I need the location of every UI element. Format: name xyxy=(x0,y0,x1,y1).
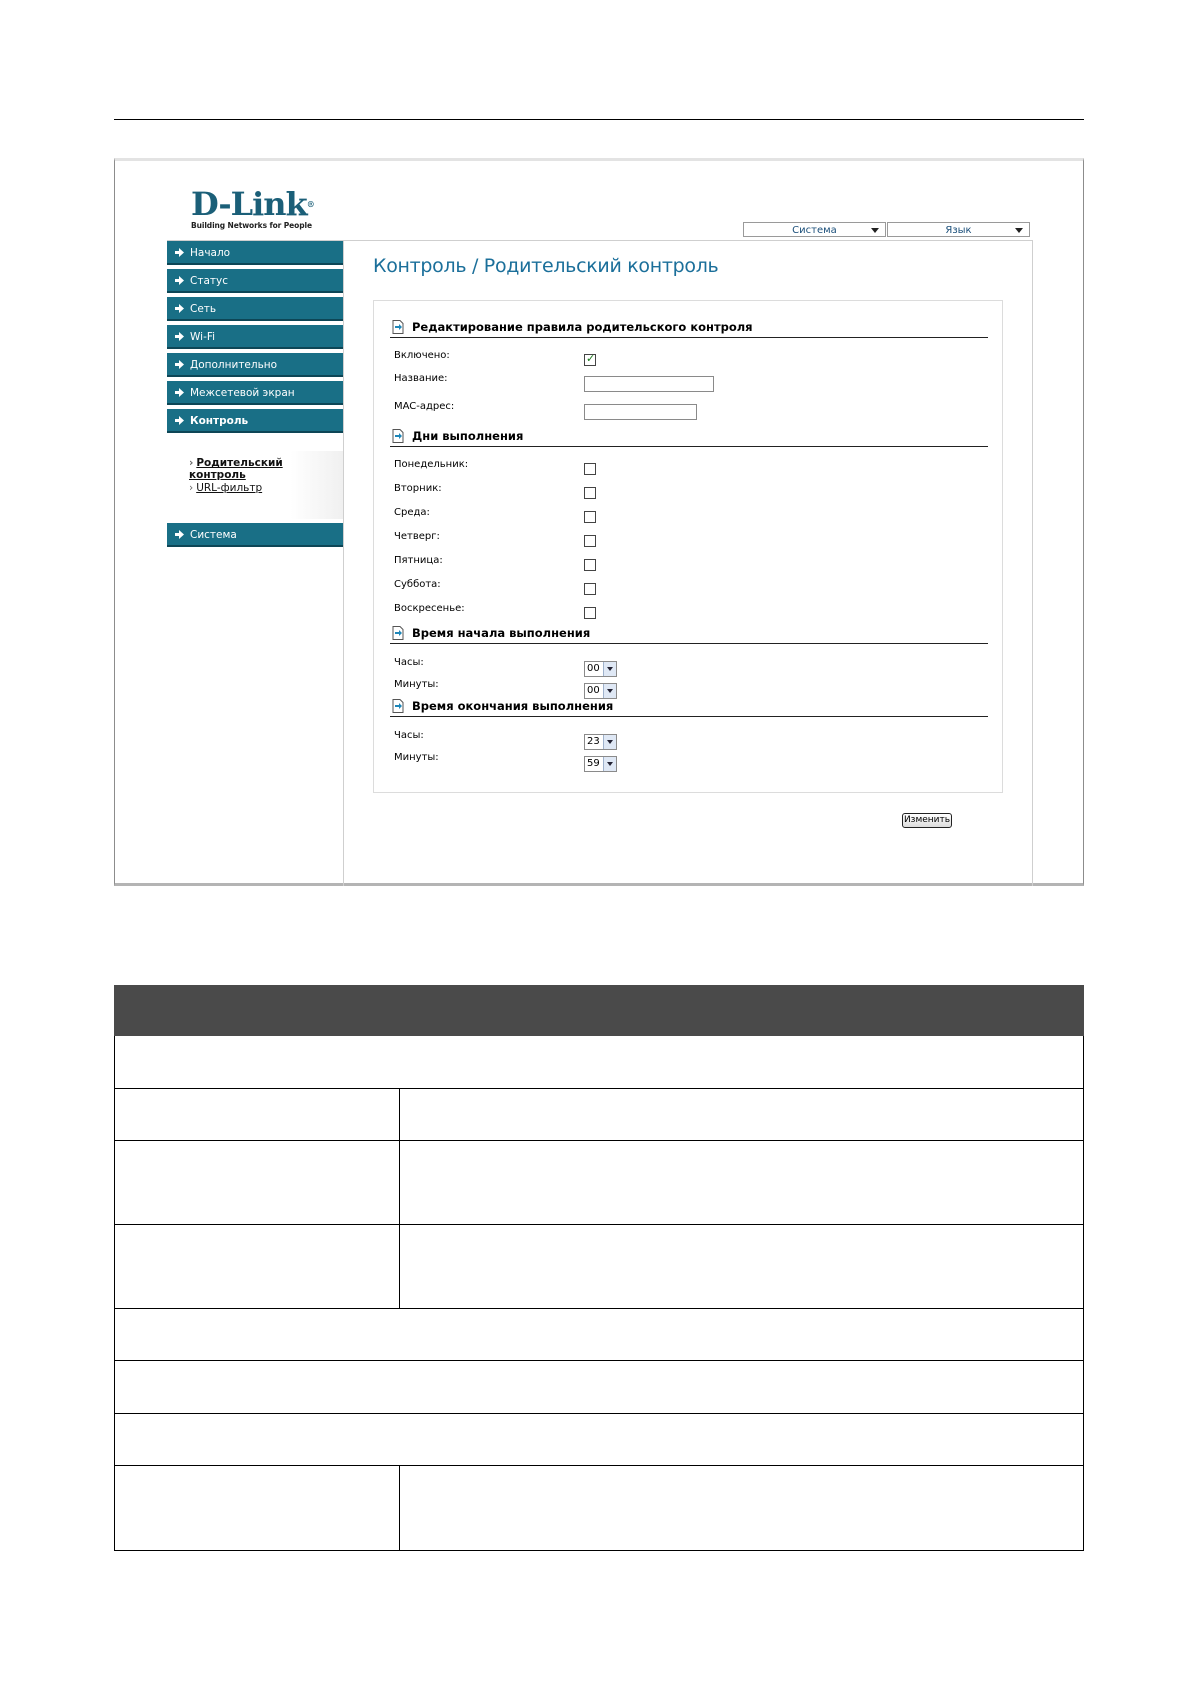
chevron-down-icon xyxy=(603,662,616,676)
table-cell xyxy=(115,1089,400,1140)
start-hours-value: 00 xyxy=(587,663,600,674)
sidebar-item-control[interactable] xyxy=(167,409,343,433)
day-checkbox-saturday[interactable] xyxy=(584,583,596,595)
table-row xyxy=(114,1036,1084,1089)
table-row xyxy=(114,1309,1084,1361)
logo-brand: D-Link xyxy=(191,185,307,223)
arrow-right-icon xyxy=(175,360,184,369)
page-top-rule xyxy=(114,119,1084,120)
table-cell xyxy=(115,1225,400,1308)
arrow-right-icon xyxy=(175,388,184,397)
sidebar-item-label: Межсетевой экран xyxy=(190,387,295,399)
sidebar-item-label: Статус xyxy=(190,275,228,287)
chevron-down-icon xyxy=(603,757,616,771)
day-label-thursday: Четверг: xyxy=(394,531,440,542)
sidebar-subitem-parental-control[interactable] xyxy=(189,457,343,481)
sidebar-item-advanced[interactable] xyxy=(167,353,343,377)
sidebar-item-label: Контроль xyxy=(190,415,249,427)
bullet-icon: › xyxy=(189,482,194,494)
document-icon xyxy=(392,699,404,713)
mac-address-label: MAC-адрес: xyxy=(394,401,455,412)
day-label-sunday: Воскресенье: xyxy=(394,603,465,614)
day-checkbox-tuesday[interactable] xyxy=(584,487,596,499)
sidebar-submenu-control xyxy=(167,451,343,519)
day-checkbox-friday[interactable] xyxy=(584,559,596,571)
table-row xyxy=(114,1089,1084,1141)
section-title-text: Редактирование правила родительского контроля xyxy=(412,320,753,334)
start-hours-label: Часы: xyxy=(394,657,424,668)
logo-registered-mark: ® xyxy=(306,199,314,209)
sidebar-item-home[interactable] xyxy=(167,241,343,265)
sidebar-item-network[interactable] xyxy=(167,297,343,321)
sidebar-subitem-label: URL-фильтр xyxy=(196,482,263,494)
start-minutes-label: Минуты: xyxy=(394,679,439,690)
table-cell xyxy=(115,1466,400,1550)
sidebar-subitem-label: Родительский контроль xyxy=(189,457,283,481)
system-menu-select[interactable] xyxy=(743,222,886,237)
parameters-table xyxy=(114,985,1084,1551)
sidebar-item-label: Сеть xyxy=(190,303,217,315)
document-icon xyxy=(392,429,404,443)
sidebar-item-label: Начало xyxy=(190,247,231,259)
table-header xyxy=(114,985,1084,1036)
end-minutes-label: Минуты: xyxy=(394,752,439,763)
section-title-text: Время начала выполнения xyxy=(412,626,591,640)
day-label-tuesday: Вторник: xyxy=(394,483,442,494)
table-row xyxy=(114,1141,1084,1225)
day-label-friday: Пятница: xyxy=(394,555,443,566)
day-checkbox-wednesday[interactable] xyxy=(584,511,596,523)
end-minutes-value: 59 xyxy=(587,758,600,769)
end-hours-select[interactable] xyxy=(584,734,617,750)
change-button[interactable]: Изменить xyxy=(902,813,952,828)
day-label-monday: Понедельник: xyxy=(394,459,469,470)
sidebar-item-label: Wi-Fi xyxy=(190,331,216,343)
arrow-right-icon xyxy=(175,530,184,539)
table-row xyxy=(114,1414,1084,1466)
enabled-checkbox[interactable] xyxy=(584,354,596,366)
table-row xyxy=(114,1466,1084,1551)
sidebar-item-status[interactable] xyxy=(167,269,343,293)
section-title-text: Дни выполнения xyxy=(412,429,524,443)
chevron-down-icon xyxy=(603,735,616,749)
language-select[interactable] xyxy=(887,222,1030,237)
section-days-title xyxy=(390,427,988,447)
end-minutes-select[interactable] xyxy=(584,756,617,772)
start-minutes-value: 00 xyxy=(587,685,600,696)
enabled-label: Включено: xyxy=(394,350,450,361)
sidebar-divider xyxy=(343,241,344,886)
content-right-border xyxy=(1032,241,1033,886)
arrow-right-icon xyxy=(175,304,184,313)
end-hours-value: 23 xyxy=(587,736,600,747)
language-select-label: Язык xyxy=(945,225,972,236)
sidebar-subitem-url-filter[interactable] xyxy=(189,482,262,494)
end-hours-label: Часы: xyxy=(394,730,424,741)
sidebar-item-label: Дополнительно xyxy=(190,359,278,371)
bullet-icon: › xyxy=(189,457,194,469)
sidebar-item-label: Система xyxy=(190,529,237,541)
day-label-wednesday: Среда: xyxy=(394,507,430,518)
page-title: Контроль / Родительский контроль xyxy=(373,255,719,277)
logo-tagline: Building Networks for People xyxy=(191,221,312,230)
section-start-time-title xyxy=(390,624,988,644)
section-edit-rule-title xyxy=(390,318,988,338)
table-cell xyxy=(115,1141,400,1224)
day-checkbox-monday[interactable] xyxy=(584,463,596,475)
section-title-text: Время окончания выполнения xyxy=(412,699,614,713)
chevron-down-icon xyxy=(871,228,879,233)
document-icon xyxy=(392,320,404,334)
system-menu-label: Система xyxy=(792,225,837,236)
section-end-time-title xyxy=(390,697,988,717)
arrow-right-icon xyxy=(175,276,184,285)
name-label: Название: xyxy=(394,373,448,384)
router-ui-screenshot xyxy=(114,158,1084,886)
sidebar-item-system[interactable] xyxy=(167,523,343,547)
table-row xyxy=(114,1225,1084,1309)
arrow-right-icon xyxy=(175,248,184,257)
day-checkbox-thursday[interactable] xyxy=(584,535,596,547)
day-label-saturday: Суббота: xyxy=(394,579,441,590)
table-row xyxy=(114,1361,1084,1414)
parental-control-form xyxy=(373,300,1003,793)
arrow-right-icon xyxy=(175,416,184,425)
document-icon xyxy=(392,626,404,640)
chevron-down-icon xyxy=(603,684,616,698)
sidebar xyxy=(115,241,343,886)
day-checkbox-sunday[interactable] xyxy=(584,607,596,619)
sidebar-item-firewall[interactable] xyxy=(167,381,343,405)
dlink-logo xyxy=(191,185,314,230)
mac-address-input[interactable] xyxy=(584,404,697,420)
arrow-right-icon xyxy=(175,332,184,341)
start-hours-select[interactable] xyxy=(584,661,617,677)
name-input[interactable] xyxy=(584,376,714,392)
chevron-down-icon xyxy=(1015,228,1023,233)
sidebar-item-wifi[interactable] xyxy=(167,325,343,349)
